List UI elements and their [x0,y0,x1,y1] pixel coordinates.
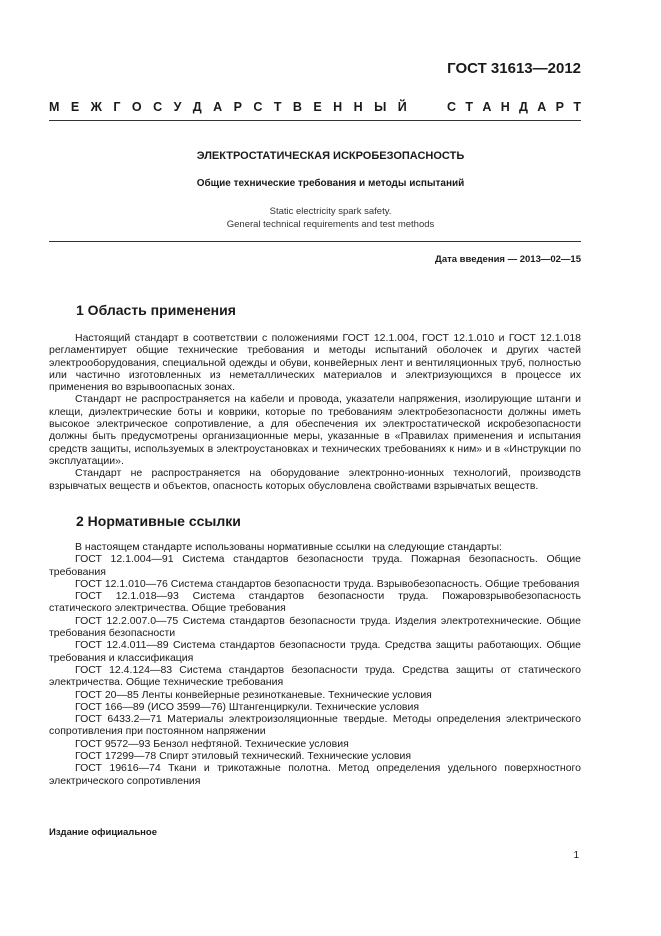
paragraph: Стандарт не распространяется на кабели и провода, указатели напряжения, изолирующие штанги и клещи, диэлектрические боты и коврики, которые по требованиям электробезопасности должны иметь высокое электрическое сопротивление, а для обеспечения их электростатической искробезопасности должны быть предусмотрены организационные меры, указанные в «Правилах применения и испытания средств защиты, используемых в электроустановках и технических требованиях к ним» и в «Инструкции по эксплуатации». [49,393,581,467]
reference-item: ГОСТ 17299—78 Спирт этиловый технический. Технические условия [75,750,412,763]
standard-kind-letter: С [447,100,457,114]
section-1-body [49,332,581,492]
reference-item: ГОСТ 12.1.004—91 Система стандартов безопасности труда. Пожарная безопасность. Общие требования [49,553,581,578]
page-number: 1 [573,850,579,861]
standard-kind-word-interstate [49,100,407,114]
standard-kind-letter: Д [192,100,202,114]
reference-item: ГОСТ 20—85 Ленты конвейерные резинотканевые. Технические условия [75,688,432,701]
paragraph: В настоящем стандарте использованы нормативные ссылки на следующие стандарты: [75,541,502,553]
standard-kind-letter: Н [353,100,363,114]
reference-item: ГОСТ 12.4.124—83 Система стандартов безопасности труда. Средства защиты от статического электричества. Общие технические требования [49,663,581,689]
reference-item: ГОСТ 166—89 (ИСО 3599—76) Штангенциркули. Технические условия [75,700,420,713]
english-title-line-1: Static electricity spark safety. [269,206,392,217]
standard-kind-letter: А [537,100,547,114]
paragraph: Стандарт не распространяется на оборудование электронно-ионных технологий, производств взрывчатых веществ и объектов, опасность которых обусловлена свойствами взрывчатых веществ. [49,467,581,492]
reference-item: ГОСТ 12.1.018—93 Система стандартов безопасности труда. Пожаровзрывобезопасность статического электричества. Общие требования [49,590,581,615]
reference-item: ГОСТ 9572—93 Бензол нефтяной. Технические условия [75,737,349,750]
standard-kind-letter: У [173,100,182,114]
standard-kind-letter: А [482,100,492,114]
standard-kind-word-standard [447,100,581,114]
header-rule [49,120,581,121]
standard-kind-letter: А [213,100,223,114]
standard-kind-letter: Е [70,100,80,114]
paragraph: Настоящий стандарт в соответствии с положениями ГОСТ 12.1.004, ГОСТ 12.1.010 и ГОСТ 12.1.018 регламентирует общие технические требования и методы испытаний оболочек и других частей электрооборудования, специальной одежды и обуви, конвейерных лент и вентиляционных труб, полностью или частично изготовленных из неметаллических материалов и электризующихся в процессе их применения во взрывоопасных зонах. [49,332,581,394]
standard-kind-letter: Т [573,100,581,114]
reference-item: ГОСТ 19616—74 Ткани и трикотажные полотна. Метод определения удельного поверхностного электрического сопротивления [49,762,581,787]
standard-kind-letter: Д [519,100,528,114]
document-code: ГОСТ 31613—2012 [447,60,581,77]
english-title-line-2: General technical requirements and test methods [226,219,435,230]
standard-kind-letter: Т [273,100,282,114]
standard-kind-letter: Ж [90,100,102,114]
standard-kind [49,100,581,114]
introduction-date: Дата введения — 2013—02—15 [435,254,581,265]
document-subtitle: Общие технические требования и методы испытаний [196,178,465,189]
reference-item: ГОСТ 12.2.007.0—75 Система стандартов безопасности труда. Изделия электротехнические. Общие требования безопасности [49,614,581,640]
standard-kind-letter: Н [333,100,343,114]
document-title: ЭЛЕКТРОСТАТИЧЕСКАЯ ИСКРОБЕЗОПАСНОСТЬ [196,150,465,162]
standard-kind-letter: Р [233,100,242,114]
reference-item: ГОСТ 6433.2—71 Материалы электроизоляционные твердые. Методы определения электрического сопротивления при постоянном напряжении [49,713,581,738]
title-rule [49,241,581,242]
standard-kind-letter: Т [465,100,473,114]
standard-kind-letter: Й [397,100,407,114]
edition-note: Издание официальное [49,827,157,838]
section-1-heading: 1 Область применения [76,302,236,318]
section-2-heading: 2 Нормативные ссылки [76,513,241,529]
reference-item: ГОСТ 12.1.010—76 Система стандартов безопасности труда. Взрывобезопасность. Общие требования [75,577,580,590]
standard-kind-letter: С [253,100,263,114]
standard-kind-letter: Е [313,100,322,114]
standard-kind-letter: С [153,100,163,114]
standard-kind-letter: Ы [374,100,387,114]
standard-kind-letter: О [131,100,142,114]
reference-item: ГОСТ 12.4.011—89 Система стандартов безопасности труда. Средства защиты работающих. Общие требования и классификация [49,639,581,664]
standard-kind-letter: Р [555,100,564,114]
standard-kind-letter: В [292,100,302,114]
standard-kind-letter: М [49,100,60,114]
standard-kind-letter: Н [500,100,510,114]
standard-kind-letter: Г [113,100,121,114]
section-2-body [49,541,581,787]
